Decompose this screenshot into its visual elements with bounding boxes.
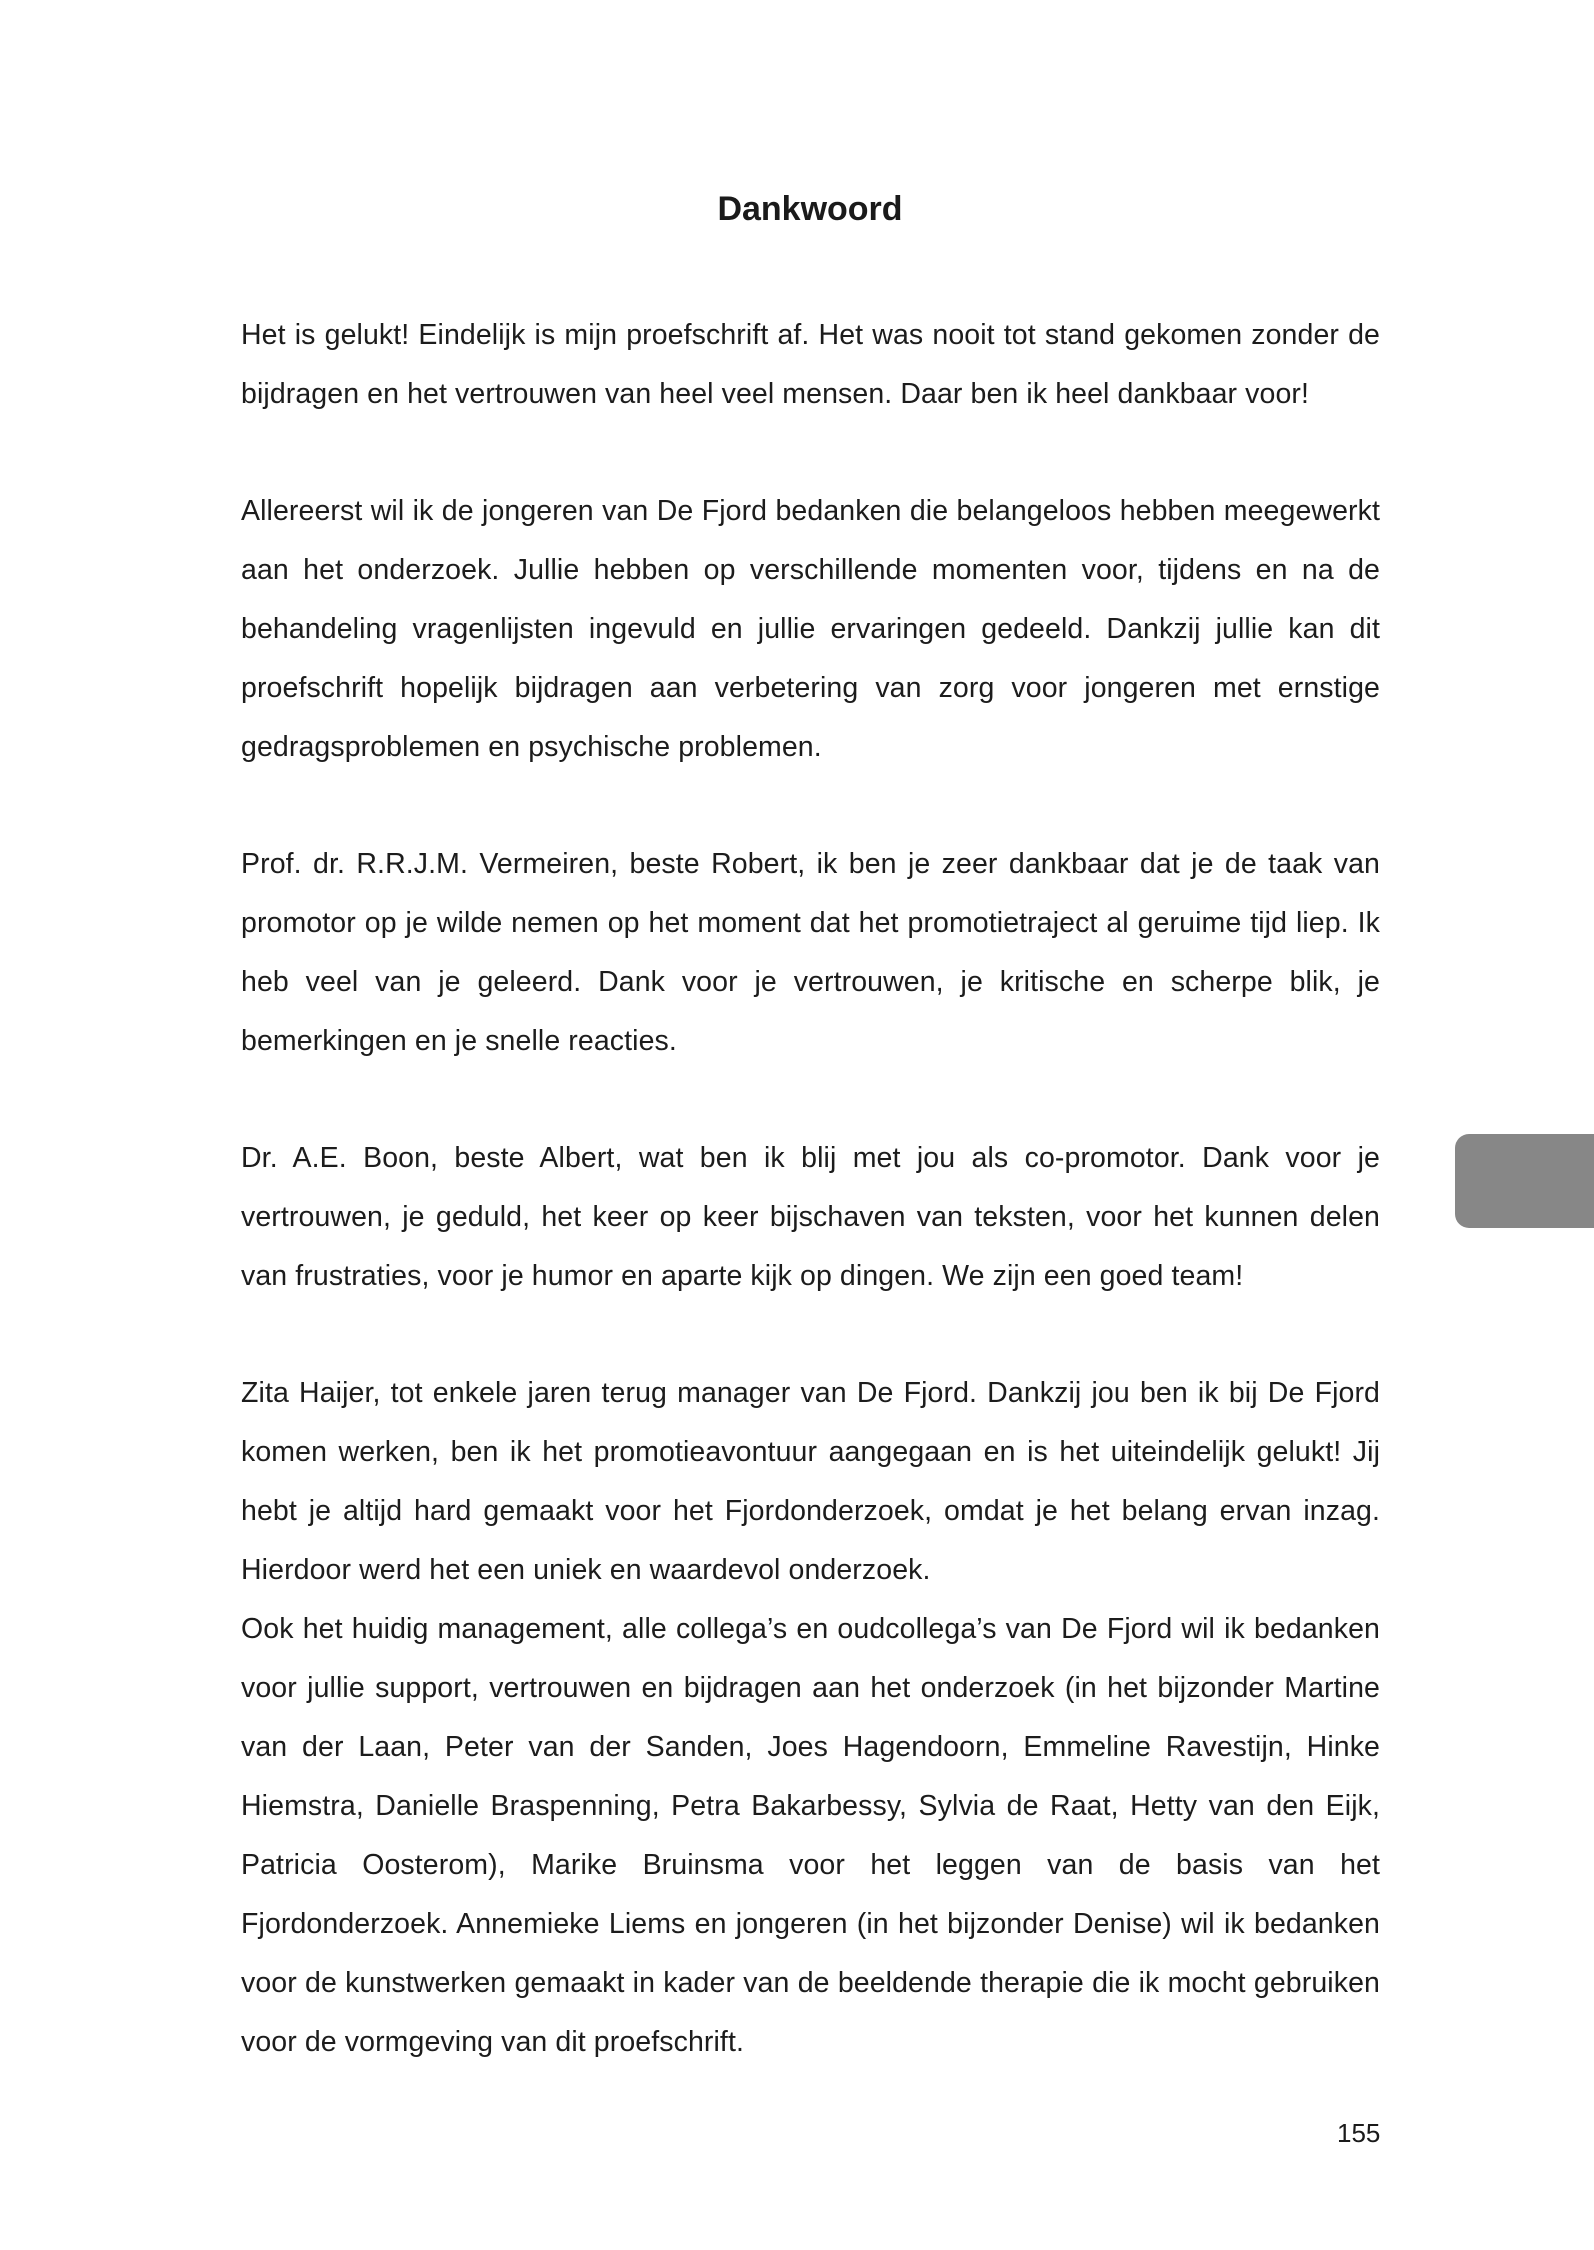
paragraph-youth: Allereerst wil ik de jongeren van De Fjord bedanken die belangeloos hebben meegewerkt aan het onderzoek. Jullie hebben op verschillende momenten voor, tijdens en na de behandeling vragenlijsten ingevuld en jullie ervaringen gedeeld. Dankzij jullie kan dit proefschrift hopelijk bijdragen aan verbetering van zorg voor jongeren met ernstige gedragsproblemen en psychische problemen. <box>241 495 1380 763</box>
paragraph-intro: Het is gelukt! Eindelijk is mijn proefschrift af. Het was nooit tot stand gekomen zonder de bijdragen en het vertrouwen van heel veel mensen. Daar ben ik heel dankbaar voor! <box>241 319 1380 410</box>
body-text <box>241 306 1380 2130</box>
paragraph-co-promotor: Dr. A.E. Boon, beste Albert, wat ben ik blij met jou als co-promotor. Dank voor je vertrouwen, je geduld, het keer op keer bijschaven van teksten, voor het kunnen delen van frustraties, voor je humor en aparte kijk op dingen. We zijn een goed team! <box>241 1142 1380 1292</box>
paragraph-colleagues: Ook het huidig management, alle collega’s en oudcollega’s van De Fjord wil ik bedanken voor jullie support, vertrouwen en bijdragen aan het onderzoek (in het bijzonder Martine van der Laan, Peter van der Sanden, Joes Hagendoorn, Emmeline Ravestijn, Hinke Hiemstra, Danielle Braspenning, Petra Bakarbessy, Sylvia de Raat, Hetty van den Eijk, Patricia Oosterom), Marike Bruinsma voor het leggen van de basis van het Fjordonderzoek. Annemieke Liems en jongeren (in het bijzonder Denise) wil ik bedanken voor de kunstwerken gemaakt in kader van de beeldende therapie die ik mocht gebruiken voor de vormgeving van dit proefschrift. <box>241 1613 1380 2058</box>
paragraph-promotor: Prof. dr. R.R.J.M. Vermeiren, beste Robert, ik ben je zeer dankbaar dat je de taak van promotor op je wilde nemen op het moment dat het promotietraject al geruime tijd liep. Ik heb veel van je geleerd. Dank voor je vertrouwen, je kritische en scherpe blik, je bemerkingen en je snelle reacties. <box>241 848 1380 1057</box>
page-number: 155 <box>1337 2118 1381 2148</box>
chapter-thumb-tab <box>1455 1134 1594 1228</box>
page-title: Dankwoord <box>717 190 903 228</box>
paragraph-manager: Zita Haijer, tot enkele jaren terug manager van De Fjord. Dankzij jou ben ik bij De Fjord komen werken, ben ik het promotieavontuur aangegaan en is het uiteindelijk gelukt! Jij hebt je altijd hard gemaakt voor het Fjordonderzoek, omdat je het belang ervan inzag. Hierdoor werd het een uniek en waardevol onderzoek. <box>241 1377 1380 1586</box>
